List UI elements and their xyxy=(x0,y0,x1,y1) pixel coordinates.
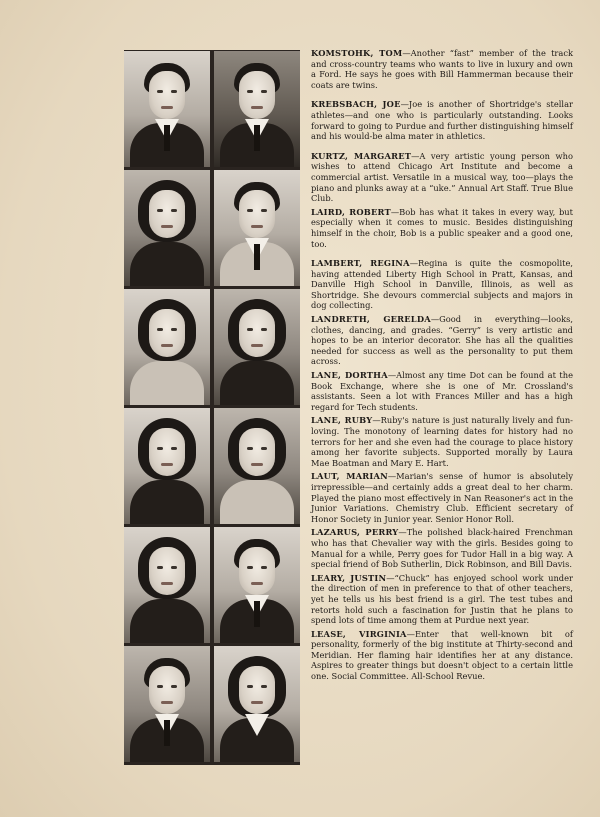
entry-text: —Almost any time Dot can be found at the Book Exchange, where she is one of Mr. Crossland's assistants. Seen a lot with Frances Miller and has a high regard for Tech students. xyxy=(311,370,574,412)
entry-name: LANDRETH, GERELDA xyxy=(311,314,431,325)
entry-laut-marian xyxy=(311,471,573,524)
entry-name: LEARY, JUSTIN xyxy=(311,572,387,583)
entry-lease-virginia xyxy=(311,629,573,682)
entry-name: LANE, RUBY xyxy=(311,415,373,426)
portrait-laird-robert xyxy=(214,170,300,286)
entry-name: LANE, DORTHA xyxy=(311,370,388,381)
entry-text: —Regina is quite the cosmopolite, having attended Liberty High School in Pratt, Kansas, and Danville High School in Danville, Illinois, as well as Shortridge. She devours commercial subjects and majors in dog collecting. xyxy=(311,258,573,311)
entry-name: LAZARUS, PERRY xyxy=(311,527,399,538)
entry-lane-dortha xyxy=(311,370,573,412)
entry-text: —The polished black-haired Frenchman who has that Chevalier way with the girls. Besides going to Manual for a while, Perry goes for Tudor Hall in a big way. A special friend of Bob Sutherlin, Dick Robinson, and Bill Davis. xyxy=(311,527,573,570)
portrait-lease-virginia xyxy=(214,646,300,762)
portrait-leary-justin xyxy=(124,646,210,762)
entry-text: —Another “fast” member of the track and cross-country teams who wants to live in luxury and own a Ford. He says he goes with Bill Hammerman because their coats are twins. xyxy=(311,48,573,90)
entry-name: LAMBERT, REGINA xyxy=(311,258,410,269)
portrait-laut-marian xyxy=(124,527,210,643)
entry-text: —Joe is another of Shortridge's stellar athletes—and one who is particularly outstanding. Looks forward to going to Purdue and further distinguishing himself and his would-be alma mater in athletics. xyxy=(311,99,573,142)
portrait-krebsbach-joe xyxy=(214,51,300,167)
entry-text: —Enter that well-known bit of personality, formerly of the big institute at Thirty-second and Meridian. Her flaming hair identifies her at any distance. Aspires to greater things but doesn't object to a certain little one. Social Committee. All-School Revue. xyxy=(311,628,573,682)
entry-komstohk-tom xyxy=(311,48,573,90)
portrait-grid xyxy=(124,50,300,765)
portrait-lazarus-perry xyxy=(214,527,300,643)
entry-text: —Bob has what it takes in every way, but especially when it comes to music. Besides distinguishing himself in the choir, Bob is a public speaker and a good one, too. xyxy=(311,206,573,249)
entry-text: —“Chuck” has enjoyed school work under the direction of men in preference to that of other teachers, yet he tells us his best friend is a girl. The test tubes and retorts hold such a fascination for Justin that he plans to spend lots of time among them at Purdue next year. xyxy=(311,572,573,626)
entry-name: KREBSBACH, JOE xyxy=(311,99,401,110)
entry-krebsbach-joe xyxy=(311,99,573,141)
entry-kurtz-margaret xyxy=(311,151,573,204)
entry-lazarus-perry xyxy=(311,527,573,569)
entry-landreth-gerelda xyxy=(311,314,573,367)
entry-text: —Ruby's nature is just naturally lively and fun-loving. The monotony of learning dates for history had no terrors for her and she even had the courage to place history among her favorite subjects. Supported morally by Laura Mae Boatman and Mary E. Hart. xyxy=(311,415,573,468)
portrait-komstohk-tom xyxy=(124,51,210,167)
biography-column xyxy=(311,48,573,685)
entry-text: —Good in everything—looks, clothes, dancing, and grades. “Gerry” is very artistic and hopes to be an interior decorator. She has all the qualities needed for success as well as the personality to put them across. xyxy=(311,314,573,367)
entry-name: KOMSTOHK, TOM xyxy=(311,48,403,58)
entry-text: —A very artistic young person who wishes to attend Chicago Art Institute and become a commercial artist. Versatile in a musical way, too—plays the piano and plunks away at a “uke.” Annual Art Staff. True Blue Club. xyxy=(311,150,573,204)
entry-lane-ruby xyxy=(311,415,573,468)
entry-name: LAIRD, ROBERT xyxy=(311,206,391,217)
portrait-kurtz-margaret xyxy=(124,170,210,286)
entry-name: KURTZ, MARGARET xyxy=(311,150,412,161)
entry-laird-robert xyxy=(311,207,573,249)
portrait-landreth-gerelda xyxy=(214,289,300,405)
portrait-lane-dortha xyxy=(124,408,210,524)
entry-name: LAUT, MARIAN xyxy=(311,471,388,482)
portrait-lane-ruby xyxy=(214,408,300,524)
entry-lambert-regina xyxy=(311,258,573,311)
entry-leary-justin xyxy=(311,573,573,626)
entry-name: LEASE, VIRGINIA xyxy=(311,628,407,639)
entry-text: —Marian's sense of humor is absolutely irrepressible—and certainly adds a great deal to her charm. Played the piano most effectively in Nan Reasoner's act in the Junior Variations. Chemistry Club. Efficient secretary of Honor Society in Junior year. Senior Honor Roll. xyxy=(311,471,574,524)
portrait-lambert-regina xyxy=(124,289,210,405)
